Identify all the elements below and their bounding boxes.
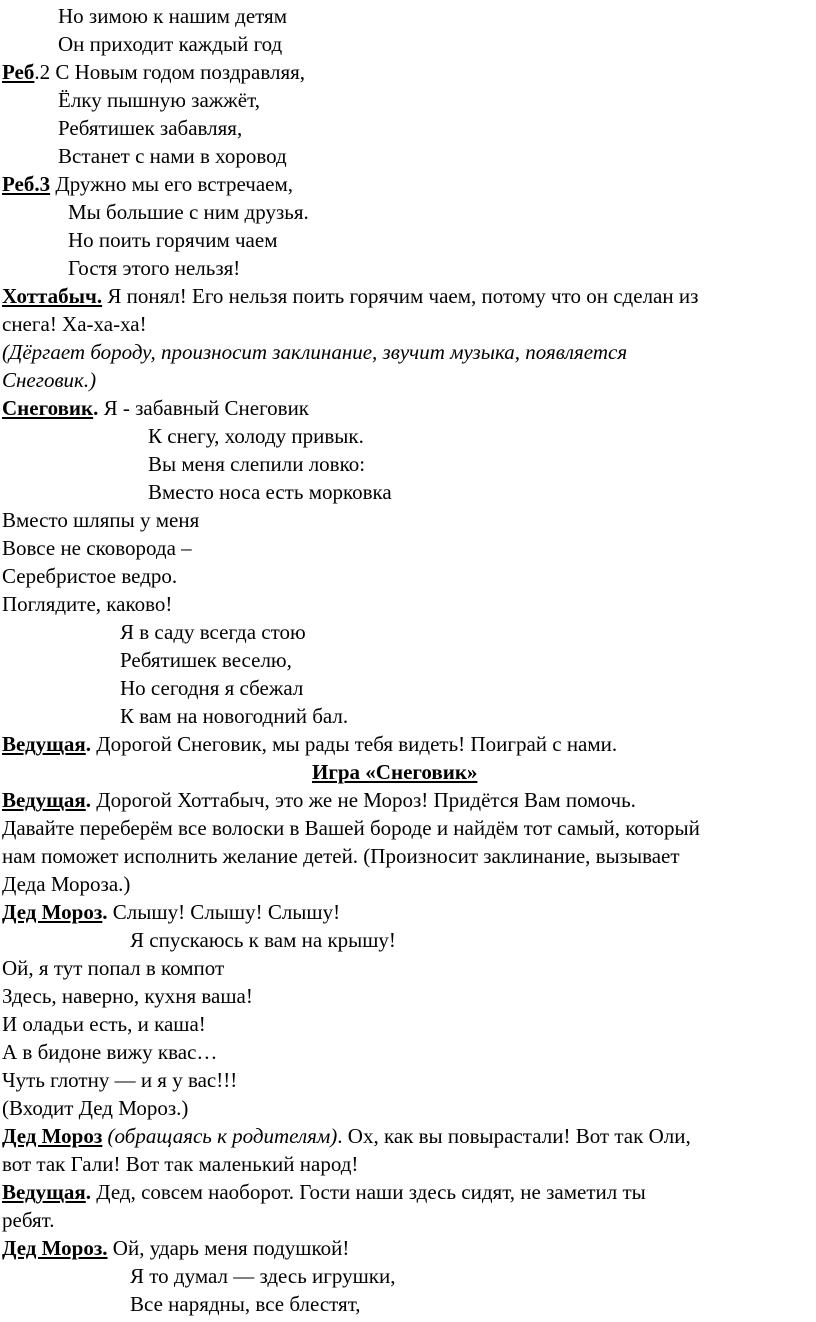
speaker-line bbox=[2, 282, 698, 310]
speaker-line bbox=[2, 394, 309, 422]
speaker-line bbox=[2, 898, 340, 926]
verse-line: А в бидоне вижу квас… bbox=[2, 1040, 218, 1064]
verse-line: Мы большие с ним друзья. bbox=[68, 200, 309, 224]
speaker-line bbox=[2, 730, 617, 758]
section-title: Игра «Снеговик» bbox=[312, 760, 478, 784]
speaker-number: .2 bbox=[34, 60, 56, 84]
prose-line: вот так Гали! Вот так маленький народ! bbox=[2, 1152, 359, 1176]
stage-direction: Снеговик.) bbox=[2, 368, 97, 392]
verse-line: Вместо шляпы у меня bbox=[2, 508, 200, 532]
speaker-label: Дед Мороз. bbox=[2, 1236, 108, 1260]
verse-line: Но поить горячим чаем bbox=[68, 228, 278, 252]
verse-line: Но сегодня я сбежал bbox=[120, 676, 304, 700]
speaker-dot: . bbox=[85, 732, 92, 756]
verse-line: Встанет с нами в хоровод bbox=[58, 144, 287, 168]
prose-line: Деда Мороза.) bbox=[2, 872, 131, 896]
verse-line: Гостя этого нельзя! bbox=[68, 256, 241, 280]
speaker-label: Реб.3 bbox=[2, 172, 51, 196]
verse-line: Ёлку пышную зажжёт, bbox=[58, 88, 260, 112]
line-text: Слышу! Слышу! Слышу! bbox=[107, 900, 341, 924]
verse-line: Вместо носа есть морковка bbox=[148, 480, 392, 504]
prose-line: нам поможет исполнить желание детей. (Произносит заклинание, вызывает bbox=[2, 844, 680, 868]
verse-line: Чуть глотну — и я у вас!!! bbox=[2, 1068, 238, 1092]
speaker-line bbox=[2, 1122, 691, 1150]
line-text: Ой, ударь меня подушкой! bbox=[107, 1236, 350, 1260]
prose-line: ребят. bbox=[2, 1208, 55, 1232]
verse-line: Здесь, наверно, кухня ваша! bbox=[2, 984, 253, 1008]
line-text: Дорогой Хоттабыч, это же не Мороз! Придётся Вам помочь. bbox=[91, 788, 636, 812]
verse-line: Ой, я тут попал в компот bbox=[2, 956, 225, 980]
verse-line: Серебристое ведро. bbox=[2, 564, 178, 588]
verse-line: Все нарядны, все блестят, bbox=[130, 1292, 361, 1316]
line-text: Я - забавный Снеговик bbox=[98, 396, 310, 420]
verse-line: К снегу, холоду привык. bbox=[148, 424, 364, 448]
speaker-label: Ведущая bbox=[2, 732, 86, 756]
verse-line: Вовсе не сковорода – bbox=[2, 536, 192, 560]
speaker-line bbox=[2, 170, 293, 198]
speaker-line bbox=[2, 1234, 349, 1262]
stage-direction-inline: (обращаясь к родителям) bbox=[102, 1124, 338, 1148]
verse-line: Поглядите, каково! bbox=[2, 592, 173, 616]
verse-line: Он приходит каждый год bbox=[58, 32, 283, 56]
prose-line: снега! Ха-ха-ха! bbox=[2, 312, 147, 336]
line-text: С Новым годом поздравляя, bbox=[55, 60, 306, 84]
verse-line: Но зимою к нашим детям bbox=[58, 4, 287, 28]
speaker-label: Ведущая bbox=[2, 788, 86, 812]
verse-line: Я спускаюсь к вам на крышу! bbox=[130, 928, 396, 952]
stage-direction: (Входит Дед Мороз.) bbox=[2, 1096, 189, 1120]
line-text: Я понял! Его нельзя поить горячим чаем, потому что он сделан из bbox=[102, 284, 699, 308]
verse-line: К вам на новогодний бал. bbox=[120, 704, 349, 728]
speaker-dot: . bbox=[93, 396, 99, 420]
speaker-line bbox=[2, 58, 305, 86]
speaker-label: Дед Мороз bbox=[2, 1124, 103, 1148]
speaker-dot: . bbox=[85, 788, 92, 812]
verse-line: Вы меня слепили ловко: bbox=[148, 452, 366, 476]
verse-line: Ребятишек забавляя, bbox=[58, 116, 243, 140]
line-text: Дорогой Снеговик, мы рады тебя видеть! Поиграй с нами. bbox=[91, 732, 618, 756]
line-text: . Ох, как вы повырастали! Вот так Оли, bbox=[337, 1124, 691, 1148]
verse-line: Я в саду всегда стою bbox=[120, 620, 306, 644]
speaker-label: Реб bbox=[2, 60, 35, 84]
speaker-dot: . bbox=[85, 1180, 92, 1204]
speaker-label: Хоттабыч. bbox=[2, 284, 103, 308]
verse-line: Я то думал — здесь игрушки, bbox=[130, 1264, 396, 1288]
speaker-dot: . bbox=[102, 900, 108, 924]
prose-line: Давайте переберём все волоски в Вашей бороде и найдём тот самый, который bbox=[2, 816, 700, 840]
line-text: Дед, совсем наоборот. Гости наши здесь сидят, не заметил ты bbox=[91, 1180, 646, 1204]
verse-line: Ребятишек веселю, bbox=[120, 648, 292, 672]
speaker-line bbox=[2, 1178, 646, 1206]
speaker-line bbox=[2, 786, 636, 814]
speaker-label: Ведущая bbox=[2, 1180, 86, 1204]
speaker-label: Дед Мороз bbox=[2, 900, 103, 924]
verse-line: И оладьи есть, и каша! bbox=[2, 1012, 206, 1036]
speaker-label: Снеговик bbox=[2, 396, 94, 420]
stage-direction: (Дёргает бороду, произносит заклинание, звучит музыка, появляется bbox=[2, 340, 628, 364]
line-text: Дружно мы его встречаем, bbox=[50, 172, 294, 196]
